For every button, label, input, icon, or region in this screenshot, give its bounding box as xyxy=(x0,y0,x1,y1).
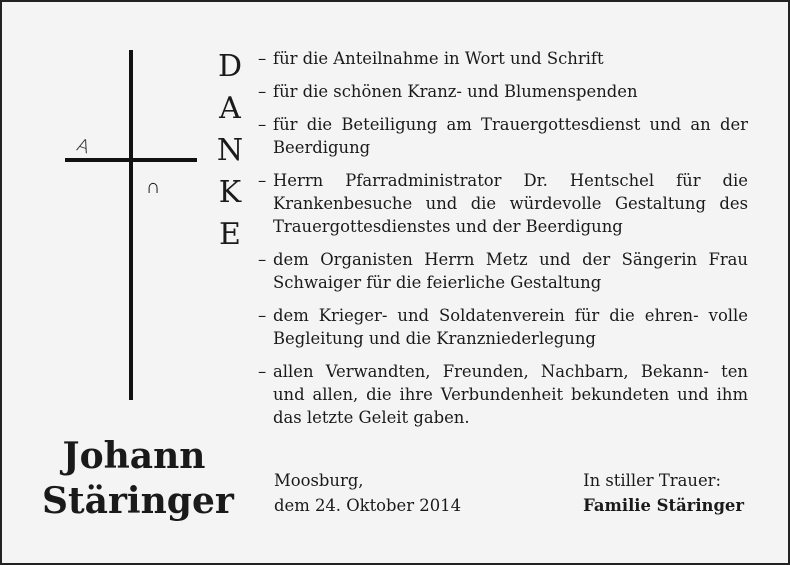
heading-letter: N xyxy=(216,133,244,168)
heading-letter: E xyxy=(219,217,241,252)
heading-letter: D xyxy=(217,49,243,84)
heading-letter: A xyxy=(219,91,241,126)
first-name: Johann xyxy=(62,435,206,477)
place-date xyxy=(274,468,461,518)
list-item: – Herrn Pfarradministrator Dr. Hentschel für die Krankenbesuche und die würdevolle Gestaltung des Trauergottesdienstes und der Beerdigung xyxy=(258,169,748,238)
list-item: – dem Krieger- und Soldatenverein für die ehren- volle Begleitung und die Kranzniederlegung xyxy=(258,304,748,350)
danke-heading xyxy=(210,46,250,256)
heading-letter: K xyxy=(218,175,242,210)
place-text: Moosburg, xyxy=(274,471,364,490)
date-text: dem 24. Oktober 2014 xyxy=(274,496,461,515)
list-item: – allen Verwandten, Freunden, Nachbarn, Bekann- ten und allen, die ihre Verbundenheit bekundeten und ihm das letzte Geleit gaben. xyxy=(258,360,748,429)
thanks-list xyxy=(258,47,748,439)
cross-vertical-bar xyxy=(129,50,133,400)
alpha-symbol: A xyxy=(74,134,93,159)
list-item: – dem Organisten Herrn Metz und der Sängerin Frau Schwaiger für die feierliche Gestaltung xyxy=(258,248,748,294)
cross-horizontal-bar xyxy=(65,158,197,162)
list-item: – für die Anteilnahme in Wort und Schrift xyxy=(258,47,748,70)
signature-block xyxy=(583,468,744,518)
list-item: – für die Beteiligung am Trauergottesdienst und an der Beerdigung xyxy=(258,113,748,159)
last-name: Stäringer xyxy=(42,480,234,522)
family-name: Familie Stäringer xyxy=(583,496,744,515)
mourning-text: In stiller Trauer: xyxy=(583,471,722,490)
deceased-name xyxy=(42,434,234,524)
list-item: – für die schönen Kranz- und Blumenspenden xyxy=(258,80,748,103)
omega-symbol: ∩ xyxy=(146,174,161,198)
